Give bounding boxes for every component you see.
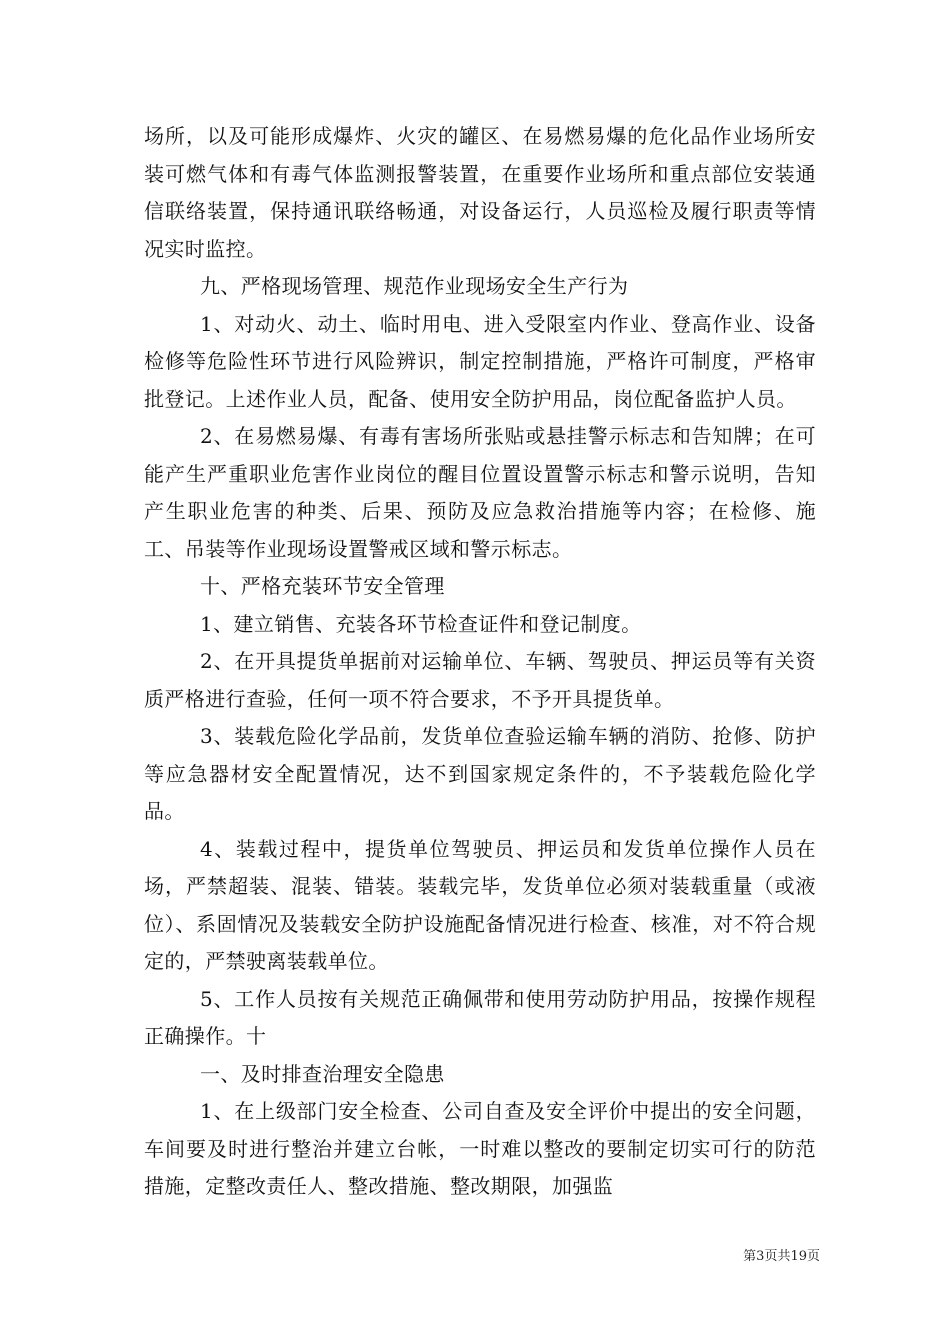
paragraph-item: 1、对动火、动土、临时用电、进入受限室内作业、登高作业、设备检修等危险性环节进行风险辨识，制定控制措施，严格许可制度，严格审批登记。上述作业人员，配备、使用安全防护用品，岗位配备监护人员。 (144, 311, 816, 411)
paragraph-item: 2、在开具提货单据前对运输单位、车辆、驾驶员、押运员等有关资质严格进行查验，任何一项不符合要求，不予开具提货单。 (144, 649, 816, 711)
paragraph-item: 4、装载过程中，提货单位驾驶员、押运员和发货单位操作人员在场，严禁超装、混装、错装。装载完毕，发货单位必须对装载重量（或液位）、系固情况及装载安全防护设施配备情况进行检查、核准，对不符合规定的，严禁驶离装载单位。 (144, 836, 816, 973)
section-heading-ten: 十、严格充装环节安全管理 (200, 574, 445, 598)
paragraph-item: 5、工作人员按有关规范正确佩带和使用劳动防护用品，按操作规程正确操作。十 (144, 986, 816, 1048)
section-heading-nine: 九、严格现场管理、规范作业现场安全生产行为 (200, 274, 629, 298)
paragraph-item: 2、在易燃易爆、有毒有害场所张贴或悬挂警示标志和告知牌；在可能产生严重职业危害作业岗位的醒目位置设置警示标志和警示说明，告知产生职业危害的种类、后果、预防及应急救治措施等内容；在检修、施工、吊装等作业现场设置警戒区域和警示标志。 (144, 424, 816, 561)
page-number-footer: 第3页共19页 (743, 1249, 820, 1264)
paragraph-item: 1、在上级部门安全检查、公司自查及安全评价中提出的安全问题，车间要及时进行整治并建立台帐，一时难以整改的要制定切实可行的防范措施，定整改责任人、整改措施、整改期限，加强监 (144, 1099, 816, 1198)
document-body (144, 118, 816, 1206)
paragraph-continuation: 场所，以及可能形成爆炸、火灾的罐区、在易燃易爆的危化品作业场所安装可燃气体和有毒气体监测报警装置，在重要作业场所和重点部位安装通信联络装置，保持通讯联络畅通，对设备运行，人员巡检及履行职责等情况实时监控。 (144, 124, 816, 261)
paragraph-item: 3、装载危险化学品前，发货单位查验运输车辆的消防、抢修、防护等应急器材安全配置情况，达不到国家规定条件的，不予装载危险化学品。 (144, 724, 816, 823)
paragraph-item: 1、建立销售、充装各环节检查证件和登记制度。 (200, 611, 642, 636)
section-heading-eleven: 一、及时排查治理安全隐患 (200, 1061, 445, 1086)
